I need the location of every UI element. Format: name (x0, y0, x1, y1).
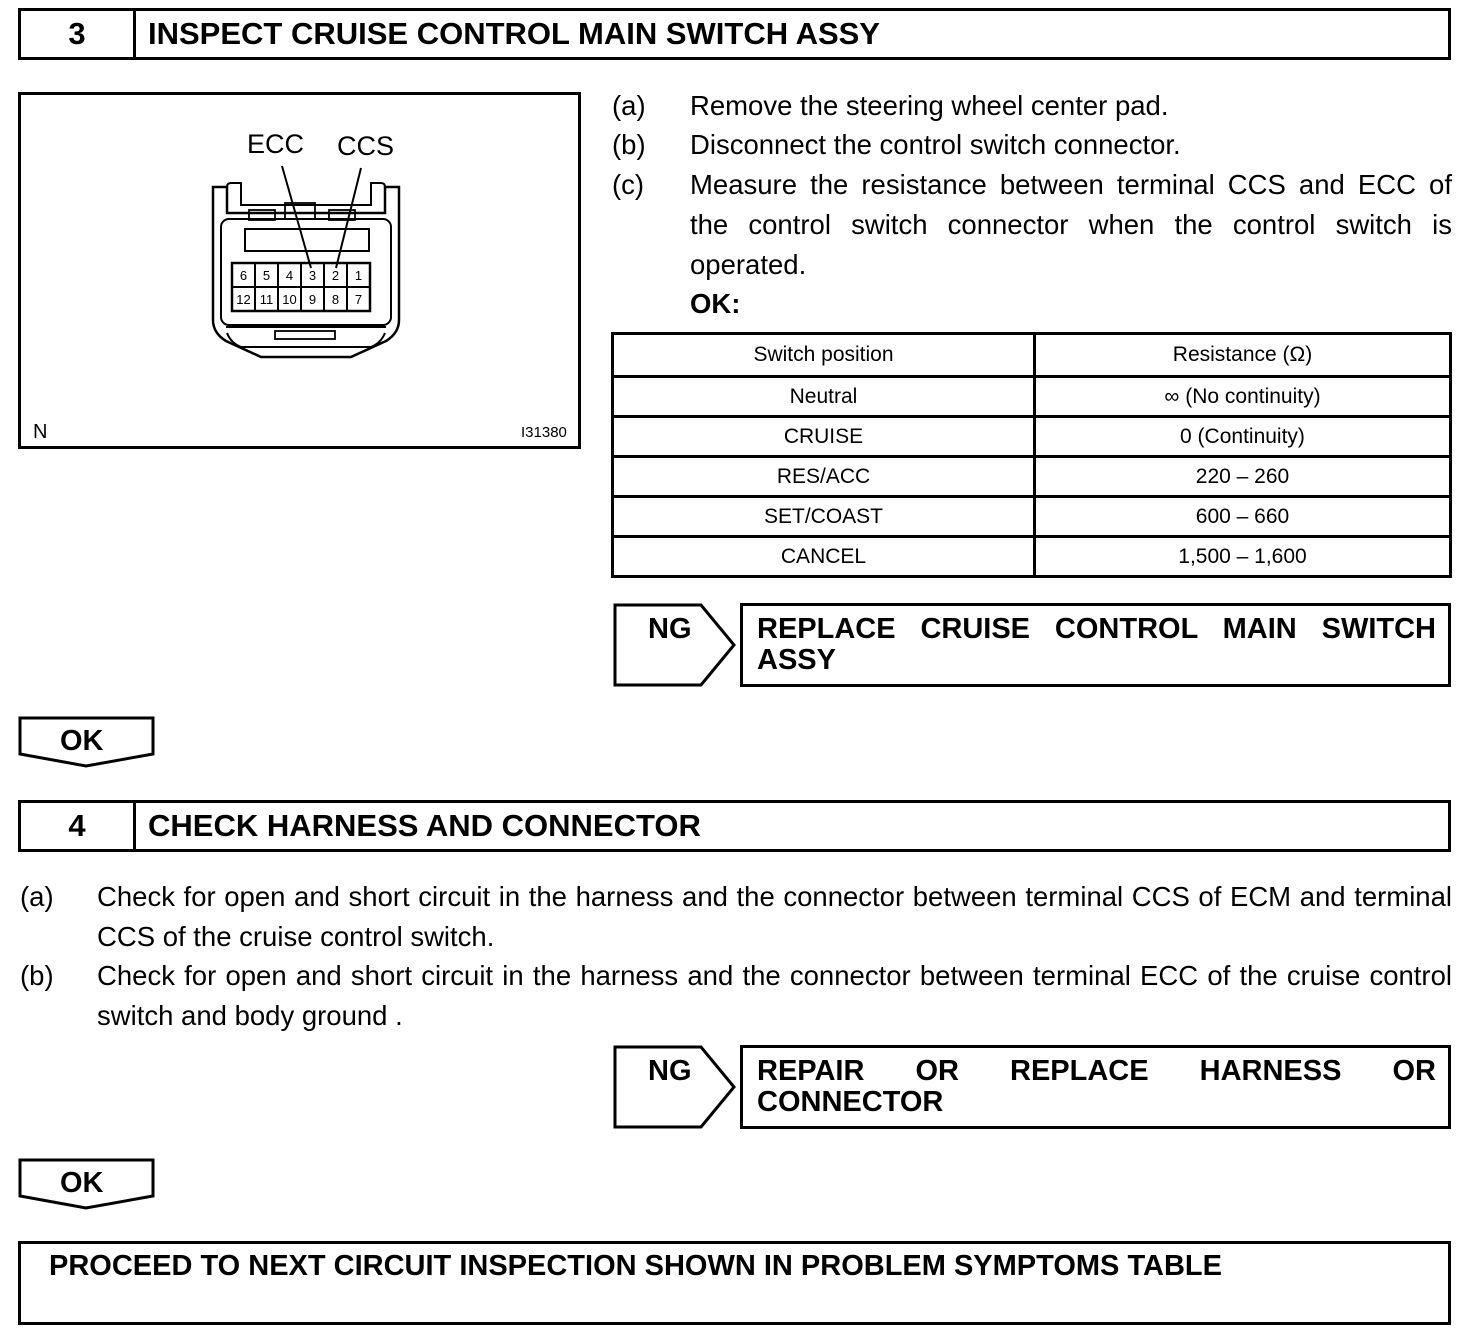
step-4a-text: Check for open and short circuit in the harness and the connector between terminal CCS of ECM and terminal CCS of the cruise control switch. (97, 881, 1452, 952)
step-4a-label: (a) (20, 881, 54, 912)
ecc-label: ECC (247, 129, 305, 159)
table-cell: CANCEL (613, 537, 1035, 577)
table-cell: 600 – 660 (1035, 497, 1451, 537)
connector-pin-number: 5 (262, 268, 271, 283)
table-cell: 1,500 – 1,600 (1035, 537, 1451, 577)
step-3c (612, 165, 1452, 287)
ok-label-3: OK (60, 725, 104, 757)
connector-pin-number: 10 (282, 292, 297, 307)
connector-pin-number: 4 (285, 268, 294, 283)
step-3-header (18, 8, 1451, 60)
step-4a (20, 877, 1452, 957)
table-cell: RES/ACC (613, 457, 1035, 497)
table-cell: CRUISE (613, 417, 1035, 457)
step-4-header (18, 800, 1451, 852)
step-3b-text: Disconnect the control switch connector. (690, 129, 1181, 160)
connector-pin-number: 6 (239, 268, 248, 283)
resistance-table (611, 332, 1452, 578)
table-cell: 0 (Continuity) (1035, 417, 1451, 457)
connector-pin-number: 9 (308, 292, 317, 307)
step-4b-label: (b) (20, 960, 54, 991)
table-header-row (613, 334, 1451, 377)
step-3a-text: Remove the steering wheel center pad. (690, 90, 1169, 121)
step-3c-text: Measure the resistance between terminal CCS and ECC of the control switch connector when the control switch is operated. (690, 169, 1452, 280)
connector-pin-number: 2 (331, 268, 340, 283)
table-row (613, 377, 1451, 417)
connector-pin-number: 3 (308, 268, 317, 283)
table-header-cell: Resistance (Ω) (1035, 334, 1451, 377)
step-4-title: CHECK HARNESS AND CONNECTOR (148, 808, 701, 843)
step-3b (612, 125, 1452, 165)
connector-pin-number: 1 (354, 268, 363, 283)
ccs-label: CCS (337, 131, 395, 161)
step-4-number: 4 (21, 803, 136, 849)
step-3b-label: (b) (612, 129, 646, 160)
connector-figure (18, 92, 581, 449)
connector-pin-number: 8 (331, 292, 340, 307)
ok-spec-heading: OK: (690, 288, 741, 319)
table-cell: ∞ (No continuity) (1035, 377, 1451, 417)
final-instruction: PROCEED TO NEXT CIRCUIT INSPECTION SHOWN IN PROBLEM SYMPTOMS TABLE (18, 1241, 1451, 1325)
ng-action-4: REPAIR OR REPLACE HARNESS OR CONNECTOR (740, 1045, 1451, 1129)
connector-pin-number: 12 (236, 292, 251, 307)
step-3a-label: (a) (612, 90, 646, 121)
ng-action-3: REPLACE CRUISE CONTROL MAIN SWITCH ASSY (740, 603, 1451, 687)
table-row (613, 417, 1451, 457)
table-row (613, 537, 1451, 577)
table-row (613, 497, 1451, 537)
table-row (613, 457, 1451, 497)
step-3-number: 3 (21, 11, 136, 57)
step-4b-text: Check for open and short circuit in the harness and the connector between terminal ECC of the cruise control switch and body ground . (97, 960, 1452, 1031)
connector-pin-number: 11 (259, 292, 274, 307)
ng-label-4: NG (648, 1055, 692, 1087)
table-cell: SET/COAST (613, 497, 1035, 537)
table-cell: 220 – 260 (1035, 457, 1451, 497)
ok-label-4: OK (60, 1167, 104, 1199)
table-cell: Neutral (613, 377, 1035, 417)
step-4b (20, 956, 1452, 1036)
figure-id: I31380 (521, 424, 567, 441)
step-3a (612, 86, 1452, 126)
step-3-title: INSPECT CRUISE CONTROL MAIN SWITCH ASSY (148, 16, 880, 51)
table-header-cell: Switch position (613, 334, 1035, 377)
connector-pin-number: 7 (354, 292, 363, 307)
figure-corner-label: N (33, 421, 48, 443)
ng-label-3: NG (648, 613, 692, 645)
step-3c-label: (c) (612, 169, 645, 200)
